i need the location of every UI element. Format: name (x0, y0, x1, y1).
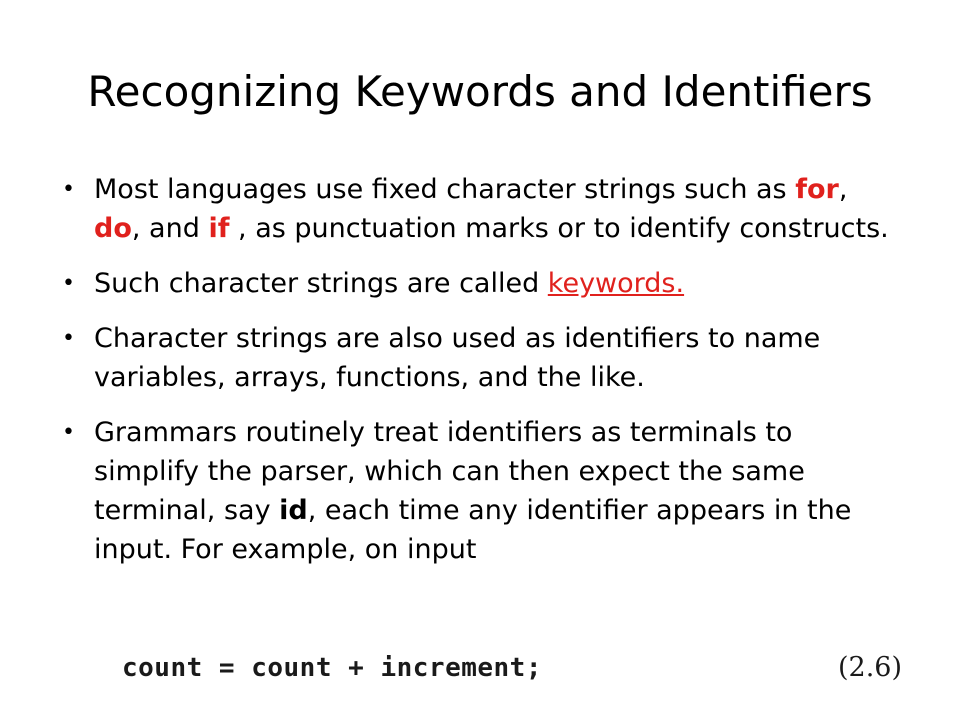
code-line: count = count + increment; (122, 653, 542, 683)
bullet-item (62, 319, 902, 397)
bullet-text: , and (131, 213, 209, 244)
terminal-id: id (279, 495, 308, 526)
bullet-dot-icon: • (62, 177, 75, 202)
bullet-item (62, 264, 902, 303)
keyword-if: if (208, 213, 230, 244)
bullet-text: , as punctuation marks or to identify constructs. (229, 213, 889, 244)
code-example (122, 648, 902, 692)
bullet-list (62, 170, 902, 585)
keyword-for: for (795, 174, 839, 205)
bullet-dot-icon: • (62, 420, 75, 445)
bullet-text: Such character strings are called (94, 268, 548, 299)
bullet-text: Character strings are also used as identifiers to name variables, arrays, functions, and the like. (94, 323, 821, 393)
bullet-text: Most languages use fixed character strings such as (94, 174, 796, 205)
bullet-text: Grammars routinely treat identifiers as terminals to simplify the parser, which can then expect the same terminal, say (94, 417, 805, 526)
bullet-text: , (838, 174, 848, 205)
bullet-item (62, 170, 902, 248)
bullet-item (62, 413, 902, 569)
keywords-link[interactable]: keywords. (547, 268, 685, 299)
bullet-text: , each time any identifier appears in the input. For example, on input (94, 495, 852, 565)
bullet-dot-icon: • (62, 326, 75, 351)
bullet-dot-icon: • (62, 271, 75, 296)
slide-title: Recognizing Keywords and Identifiers (87, 67, 873, 116)
equation-number: (2.6) (837, 652, 902, 683)
keyword-do: do (94, 213, 132, 244)
